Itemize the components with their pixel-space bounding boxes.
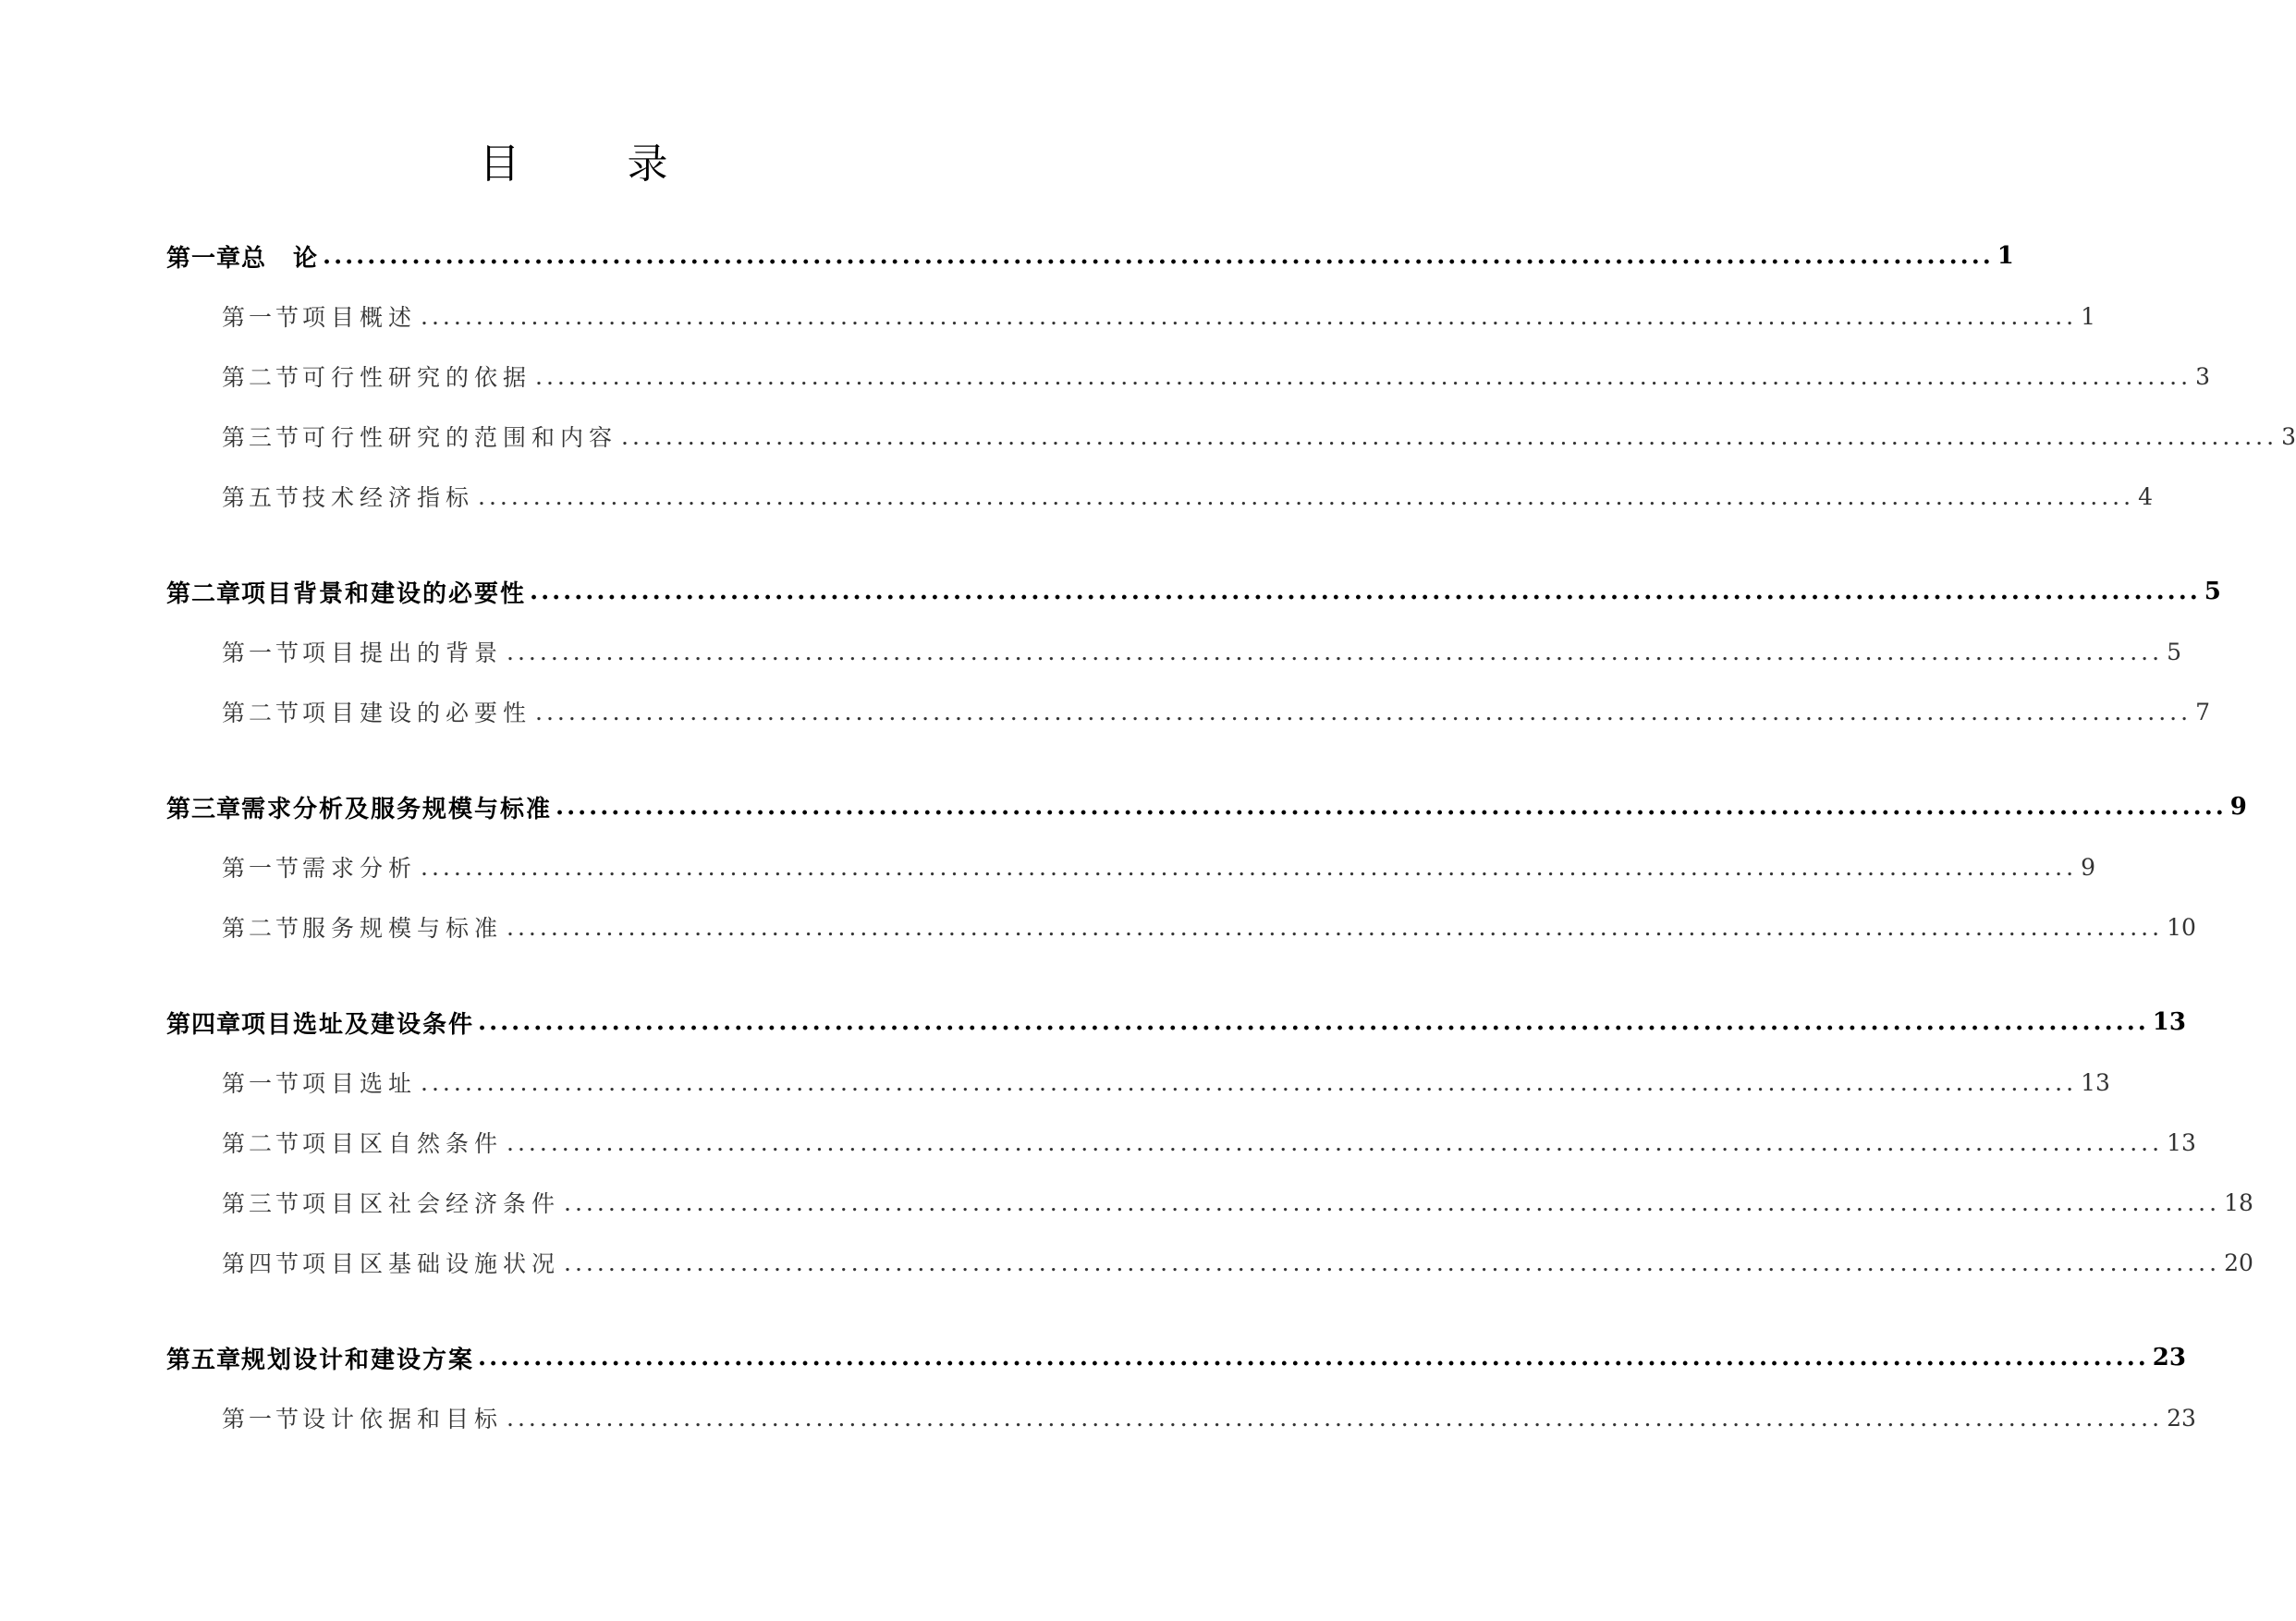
section-number: 第一节 <box>222 1070 303 1097</box>
section-number: 第一节 <box>222 640 303 666</box>
dot-leader: ...................................................................................................................................................... <box>535 698 2192 725</box>
toc-section-5-1[interactable] <box>0 1399 2196 1436</box>
dot-leader: ...................................................................................................................................................... <box>421 302 2078 330</box>
section-title: 项目区基础设施状况 <box>302 1250 561 1277</box>
section-title: 需求分析 <box>302 855 418 882</box>
chapter-number: 第四章 <box>166 1010 242 1039</box>
section-number: 第一节 <box>222 304 303 331</box>
toc-section-4-1[interactable] <box>0 1064 2110 1101</box>
toc-chapter-2[interactable] <box>0 573 2221 610</box>
page-number: 10 <box>2167 913 2196 941</box>
section-number: 第三节 <box>222 424 303 451</box>
page-number: 13 <box>2152 1008 2186 1036</box>
dot-leader: ...................................................................................................................................................... <box>478 1344 2149 1371</box>
page-number: 3 <box>2281 422 2296 450</box>
dot-leader: ...................................................................................................................................................... <box>507 1128 2164 1156</box>
dot-leader: ...................................................................................................................................................... <box>478 482 2135 510</box>
toc-chapter-5[interactable] <box>0 1339 2186 1376</box>
chapter-number: 第一章 <box>166 244 242 273</box>
section-number: 第二节 <box>222 700 303 726</box>
chapter-title: 总 论 <box>241 244 320 273</box>
section-title: 项目选址 <box>302 1070 418 1097</box>
page-number: 5 <box>2167 638 2181 665</box>
dot-leader: ...................................................................................................................................................... <box>507 913 2164 941</box>
chapter-number: 第二章 <box>166 579 242 608</box>
dot-leader: ...................................................................................................................................................... <box>478 1008 2149 1036</box>
section-title: 项目建设的必要性 <box>302 700 532 726</box>
toc-section-1-5[interactable] <box>0 478 2153 515</box>
section-number: 第三节 <box>222 1190 303 1217</box>
toc-section-2-1[interactable] <box>0 633 2181 670</box>
dot-leader: ...................................................................................................................................................... <box>535 362 2192 390</box>
section-title: 项目提出的背景 <box>302 640 504 666</box>
section-title: 设计依据和目标 <box>302 1406 504 1432</box>
toc-chapter-1[interactable] <box>0 238 2014 274</box>
toc-section-3-2[interactable] <box>0 908 2196 945</box>
section-number: 第二节 <box>222 364 303 391</box>
section-number: 第二节 <box>222 1130 303 1157</box>
section-number: 第一节 <box>222 855 303 882</box>
chapter-number: 第五章 <box>166 1346 242 1374</box>
dot-leader: ...................................................................................................................................................... <box>323 242 1994 270</box>
page-number: 20 <box>2224 1249 2253 1276</box>
toc-chapter-4[interactable] <box>0 1004 2186 1041</box>
chapter-title: 需求分析及服务规模与标准 <box>241 795 553 823</box>
dot-leader: ...................................................................................................................................................... <box>564 1188 2221 1216</box>
section-title: 服务规模与标准 <box>302 915 504 942</box>
page-number: 9 <box>2229 793 2247 821</box>
page-number: 9 <box>2081 853 2095 881</box>
toc-heading: 目 录 <box>479 140 702 188</box>
chapter-title: 项目选址及建设条件 <box>241 1010 475 1039</box>
toc-section-4-2[interactable] <box>0 1124 2196 1161</box>
page-number: 13 <box>2081 1068 2110 1096</box>
page-number: 1 <box>2081 302 2095 330</box>
page-number: 5 <box>2204 578 2221 605</box>
section-number: 第五节 <box>222 484 303 511</box>
toc-section-4-3[interactable] <box>0 1184 2253 1221</box>
section-number: 第二节 <box>222 915 303 942</box>
toc-section-2-2[interactable] <box>0 693 2210 730</box>
toc-section-1-3[interactable] <box>0 418 2296 455</box>
section-title: 项目区社会经济条件 <box>302 1190 561 1217</box>
dot-leader: ...................................................................................................................................................... <box>421 853 2078 881</box>
toc-section-3-1[interactable] <box>0 848 2095 885</box>
dot-leader: ...................................................................................................................................................... <box>564 1249 2221 1276</box>
section-number: 第一节 <box>222 1406 303 1432</box>
page-number: 7 <box>2195 698 2210 725</box>
page-number: 13 <box>2167 1128 2196 1156</box>
page-number: 18 <box>2224 1188 2253 1216</box>
dot-leader: ...................................................................................................................................................... <box>507 1404 2164 1432</box>
page-number: 3 <box>2195 362 2210 390</box>
section-title: 可行性研究的范围和内容 <box>302 424 618 451</box>
section-title: 技术经济指标 <box>302 484 475 511</box>
dot-leader: ...................................................................................................................................................... <box>621 422 2278 450</box>
page-number: 4 <box>2138 482 2153 510</box>
dot-leader: ...................................................................................................................................................... <box>421 1068 2078 1096</box>
chapter-number: 第三章 <box>166 795 242 823</box>
section-title: 项目区自然条件 <box>302 1130 504 1157</box>
toc-section-1-2[interactable] <box>0 358 2210 395</box>
section-title: 项目概述 <box>302 304 418 331</box>
page-number: 23 <box>2152 1344 2186 1371</box>
dot-leader: ...................................................................................................................................................... <box>556 793 2227 821</box>
page-number: 1 <box>1997 242 2014 270</box>
page-number: 23 <box>2167 1404 2196 1432</box>
chapter-title: 项目背景和建设的必要性 <box>241 579 527 608</box>
toc-section-4-4[interactable] <box>0 1244 2253 1281</box>
section-title: 可行性研究的依据 <box>302 364 532 391</box>
toc-section-1-1[interactable] <box>0 298 2095 335</box>
dot-leader: ...................................................................................................................................................... <box>530 578 2201 605</box>
section-number: 第四节 <box>222 1250 303 1277</box>
dot-leader: ...................................................................................................................................................... <box>507 638 2164 665</box>
toc-chapter-3[interactable] <box>0 788 2247 825</box>
chapter-title: 规划设计和建设方案 <box>241 1346 475 1374</box>
